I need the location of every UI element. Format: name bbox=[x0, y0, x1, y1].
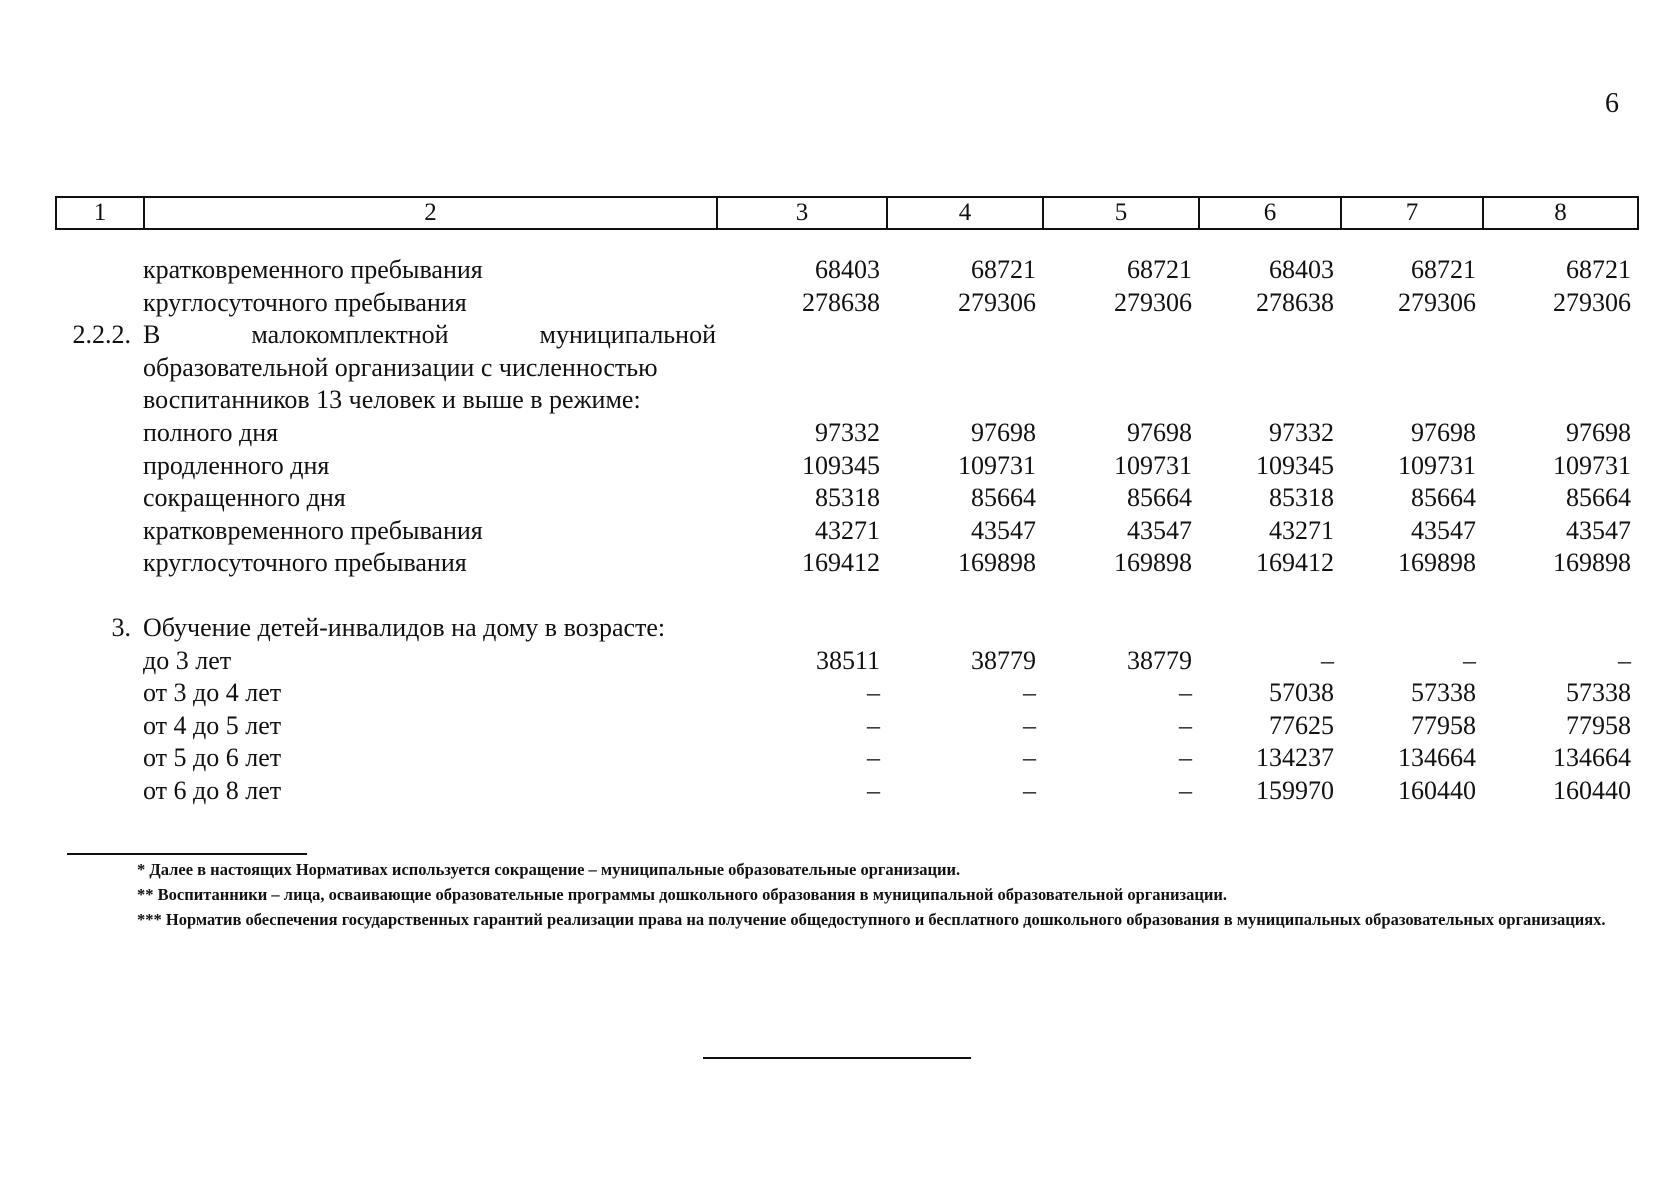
table-row bbox=[55, 482, 1637, 515]
row-code bbox=[55, 352, 143, 385]
row-value-col-3: 85318 bbox=[815, 483, 880, 513]
row-value-col-8: 68721 bbox=[1566, 255, 1631, 284]
row-code bbox=[55, 775, 143, 808]
row-value-col-3 bbox=[716, 319, 886, 352]
row-code bbox=[55, 254, 143, 287]
row-value-col-4: 97698 bbox=[971, 417, 1036, 447]
row-value-col-7: 134664 bbox=[1398, 743, 1476, 773]
footnote-2: ** Воспитанники – лица, осваивающие образовательные программы дошкольного образования в муниципальной образовательной организации. bbox=[137, 885, 1228, 904]
row-value-col-3: 169412 bbox=[802, 548, 880, 578]
row-label: до 3 лет bbox=[143, 645, 232, 675]
footnote-3: *** Норматив обеспечения государственных гарантий реализации права на получение общедоступного и бесплатного дошкольного образования в муниципальных образовательных организациях. bbox=[137, 910, 1606, 929]
row-value-col-7: 77958 bbox=[1411, 710, 1476, 740]
row-value-col-3: 43271 bbox=[815, 515, 880, 545]
row-code bbox=[55, 287, 143, 320]
row-value-col-5: 38779 bbox=[1127, 645, 1192, 675]
row-label: сокращенного дня bbox=[143, 483, 346, 513]
row-value-col-4: – bbox=[1023, 678, 1036, 708]
row-value-col-6: 169412 bbox=[1256, 548, 1334, 578]
row-value-col-5: 169898 bbox=[1114, 548, 1192, 578]
row-value-col-7: 169898 bbox=[1398, 548, 1476, 578]
row-value-col-4: 85664 bbox=[971, 483, 1036, 513]
row-value-col-4: – bbox=[1023, 710, 1036, 740]
row-value-col-4: 43547 bbox=[971, 515, 1036, 545]
row-value-col-6 bbox=[1198, 384, 1340, 417]
row-value-col-5: 97698 bbox=[1127, 417, 1192, 447]
row-label: Обучение детей-инвалидов на дому в возрасте: bbox=[143, 612, 666, 642]
row-label: от 3 до 4 лет bbox=[143, 678, 282, 708]
row-value-col-4: 68721 bbox=[971, 255, 1036, 284]
row-value-col-3: 97332 bbox=[815, 417, 880, 447]
row-value-col-7 bbox=[1340, 384, 1482, 417]
row-code bbox=[55, 710, 143, 743]
table-row bbox=[55, 319, 1637, 352]
row-value-col-4: 169898 bbox=[958, 548, 1036, 578]
row-value-col-3: 38511 bbox=[815, 645, 880, 675]
row-value-col-7 bbox=[1340, 352, 1482, 385]
row-value-col-5: 43547 bbox=[1127, 515, 1192, 545]
row-code bbox=[55, 515, 143, 548]
row-value-col-6: 97332 bbox=[1269, 417, 1334, 447]
row-value-col-3: – bbox=[867, 710, 880, 740]
row-value-col-6: 77625 bbox=[1269, 710, 1334, 740]
row-code: 3. bbox=[111, 612, 131, 642]
table-row bbox=[55, 742, 1637, 775]
row-label: кратковременного пребывания bbox=[143, 255, 483, 284]
row-code bbox=[55, 482, 143, 515]
row-value-col-3 bbox=[716, 352, 886, 385]
row-value-col-4 bbox=[886, 352, 1042, 385]
row-label: В малокомплектной муниципальной bbox=[143, 320, 716, 350]
row-value-col-6: – bbox=[1321, 645, 1334, 675]
table-row bbox=[55, 384, 1637, 417]
row-label: кратковременного пребывания bbox=[143, 515, 483, 545]
row-code bbox=[55, 742, 143, 775]
row-value-col-7: 68721 bbox=[1411, 255, 1476, 284]
row-value-col-8: 109731 bbox=[1553, 450, 1631, 480]
row-value-col-7: 57338 bbox=[1411, 678, 1476, 708]
row-value-col-8 bbox=[1482, 384, 1637, 417]
row-value-col-6 bbox=[1198, 352, 1340, 385]
row-label: от 4 до 5 лет bbox=[143, 710, 282, 740]
header-col-6: 6 bbox=[1199, 197, 1341, 229]
row-value-col-8: 57338 bbox=[1566, 678, 1631, 708]
row-value-col-8: 169898 bbox=[1553, 548, 1631, 578]
row-value-col-5 bbox=[1042, 319, 1198, 352]
row-value-col-7: 279306 bbox=[1398, 287, 1476, 317]
row-value-col-8 bbox=[1482, 319, 1637, 352]
row-value-col-7: 85664 bbox=[1411, 483, 1476, 513]
row-label: круглосуточного пребывания bbox=[143, 548, 467, 578]
row-value-col-5: – bbox=[1179, 775, 1192, 805]
row-value-col-4 bbox=[886, 612, 1042, 645]
row-value-col-8: 134664 bbox=[1553, 743, 1631, 773]
table-row bbox=[55, 417, 1637, 450]
header-col-2: 2 bbox=[144, 197, 717, 229]
table-row bbox=[55, 352, 1637, 385]
row-value-col-7: 109731 bbox=[1398, 450, 1476, 480]
header-col-3: 3 bbox=[717, 197, 887, 229]
table-body bbox=[55, 254, 1637, 808]
row-value-col-7: – bbox=[1463, 645, 1476, 675]
row-value-col-5 bbox=[1042, 352, 1198, 385]
header-col-5: 5 bbox=[1043, 197, 1199, 229]
table-row bbox=[55, 677, 1637, 710]
row-label: круглосуточного пребывания bbox=[143, 287, 467, 317]
row-code bbox=[55, 417, 143, 450]
row-value-col-7: 97698 bbox=[1411, 417, 1476, 447]
row-value-col-6: 85318 bbox=[1269, 483, 1334, 513]
row-label: от 6 до 8 лет bbox=[143, 775, 282, 805]
header-col-4: 4 bbox=[887, 197, 1043, 229]
row-value-col-3: 109345 bbox=[802, 450, 880, 480]
row-code bbox=[55, 547, 143, 580]
table-row bbox=[55, 450, 1637, 483]
row-value-col-6: 68403 bbox=[1269, 255, 1334, 284]
row-code: 2.2.2. bbox=[72, 320, 131, 350]
row-label: продленного дня bbox=[143, 450, 330, 480]
row-value-col-3: 278638 bbox=[802, 287, 880, 317]
row-value-col-5: 85664 bbox=[1127, 483, 1192, 513]
row-value-col-5: – bbox=[1179, 743, 1192, 773]
row-value-col-3: – bbox=[867, 743, 880, 773]
footnote-divider bbox=[67, 853, 307, 855]
data-table bbox=[55, 254, 1637, 808]
row-value-col-5: – bbox=[1179, 710, 1192, 740]
row-value-col-6: 109345 bbox=[1256, 450, 1334, 480]
row-value-col-6: 159970 bbox=[1256, 775, 1334, 805]
row-value-col-6: 134237 bbox=[1256, 743, 1334, 773]
row-value-col-6 bbox=[1198, 319, 1340, 352]
footnote-1: * Далее в настоящих Нормативах используется сокращение – муниципальные образовательные организации. bbox=[137, 860, 961, 879]
row-code bbox=[55, 450, 143, 483]
table-row bbox=[55, 287, 1637, 320]
row-label: от 5 до 6 лет bbox=[143, 743, 282, 773]
table-row bbox=[55, 710, 1637, 743]
row-value-col-3: 68403 bbox=[815, 255, 880, 284]
row-value-col-5 bbox=[1042, 612, 1198, 645]
row-label: полного дня bbox=[143, 417, 279, 447]
row-value-col-3 bbox=[716, 612, 886, 645]
table-row bbox=[55, 612, 1637, 645]
row-value-col-4 bbox=[886, 319, 1042, 352]
row-value-col-4: – bbox=[1023, 775, 1036, 805]
header-col-1: 1 bbox=[56, 197, 144, 229]
spacer-cell bbox=[55, 580, 1637, 612]
row-code bbox=[55, 384, 143, 417]
row-value-col-6: 43271 bbox=[1269, 515, 1334, 545]
row-value-col-8 bbox=[1482, 352, 1637, 385]
row-value-col-6: 57038 bbox=[1269, 678, 1334, 708]
row-label: воспитанников 13 человек и выше в режиме: bbox=[143, 385, 641, 415]
table-header bbox=[55, 196, 1639, 230]
table-row bbox=[55, 775, 1637, 808]
table-row bbox=[55, 515, 1637, 548]
table-row bbox=[55, 547, 1637, 580]
row-value-col-7: 160440 bbox=[1398, 775, 1476, 805]
row-value-col-5: 68721 bbox=[1127, 255, 1192, 284]
footnotes bbox=[67, 857, 1637, 932]
row-value-col-6: 278638 bbox=[1256, 287, 1334, 317]
spacer-row bbox=[55, 580, 1637, 612]
header-row bbox=[56, 197, 1638, 229]
row-value-col-8 bbox=[1482, 612, 1637, 645]
row-value-col-5: 109731 bbox=[1114, 450, 1192, 480]
row-value-col-8: 160440 bbox=[1553, 775, 1631, 805]
row-code bbox=[55, 645, 143, 678]
row-value-col-7: 43547 bbox=[1411, 515, 1476, 545]
row-value-col-8: 97698 bbox=[1566, 417, 1631, 447]
row-value-col-4 bbox=[886, 384, 1042, 417]
row-value-col-5: – bbox=[1179, 678, 1192, 708]
header-col-8: 8 bbox=[1483, 197, 1638, 229]
row-value-col-4: 109731 bbox=[958, 450, 1036, 480]
row-value-col-4: 38779 bbox=[971, 645, 1036, 675]
row-value-col-8: 279306 bbox=[1553, 287, 1631, 317]
row-value-col-5 bbox=[1042, 384, 1198, 417]
row-value-col-8: 85664 bbox=[1566, 483, 1631, 513]
header-col-7: 7 bbox=[1341, 197, 1483, 229]
page-number: 6 bbox=[1605, 88, 1619, 119]
row-label: образовательной организации с численностью bbox=[143, 352, 658, 382]
row-value-col-6 bbox=[1198, 612, 1340, 645]
table-row bbox=[55, 645, 1637, 678]
end-divider bbox=[703, 1057, 971, 1059]
row-code bbox=[55, 677, 143, 710]
row-value-col-7 bbox=[1340, 612, 1482, 645]
table-row bbox=[55, 254, 1637, 287]
row-value-col-3 bbox=[716, 384, 886, 417]
row-value-col-4: 279306 bbox=[958, 287, 1036, 317]
row-value-col-8: 43547 bbox=[1566, 515, 1631, 545]
row-value-col-3: – bbox=[867, 678, 880, 708]
row-value-col-3: – bbox=[867, 775, 880, 805]
row-value-col-5: 279306 bbox=[1114, 287, 1192, 317]
row-value-col-8: 77958 bbox=[1566, 710, 1631, 740]
row-value-col-4: – bbox=[1023, 743, 1036, 773]
row-value-col-7 bbox=[1340, 319, 1482, 352]
row-value-col-8: – bbox=[1618, 645, 1631, 675]
